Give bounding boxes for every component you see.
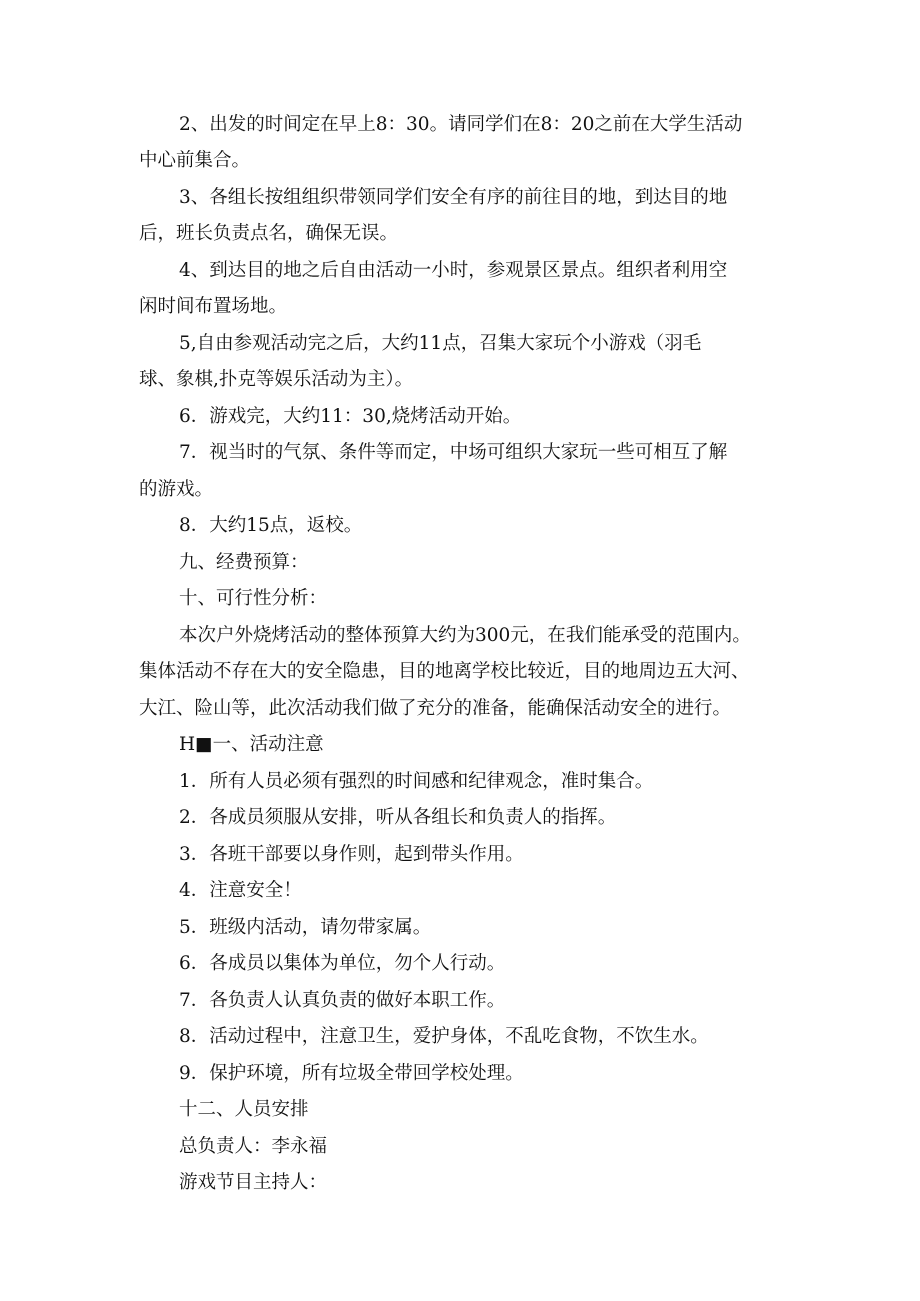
paragraph-line: 闲时间布置场地。 [139,296,288,317]
paragraph-line: 2、出发的时间定在早上8：30。请同学们在8：20之前在大学生活动 [179,114,743,135]
section-heading: 十、可行性分析： [179,588,328,609]
list-item: 4．注意安全！ [179,880,302,901]
paragraph-line: 本次户外烧烤活动的整体预算大约为300元，在我们能承受的范围内。 [179,625,751,646]
list-item: 1．所有人员必须有强烈的时间感和纪律观念，准时集合。 [179,771,654,792]
paragraph-line: 8．大约15点，返校。 [179,515,363,536]
section-heading: 九、经费预算： [179,552,309,573]
paragraph-line: 球、象棋,扑克等娱乐活动为主）。 [139,369,414,390]
paragraph-line: 3、各组长按组组织带领同学们安全有序的前往目的地，到达目的地 [179,187,728,208]
paragraph-line: 总负责人：李永福 [179,1136,328,1157]
list-item: 2．各成员须服从安排，听从各组长和负责人的指挥。 [179,807,617,828]
list-item: 6．各成员以集体为单位，勿个人行动。 [179,953,506,974]
paragraph-line: 后，班长负责点名，确保无误。 [139,223,399,244]
paragraph-line: 游戏节目主持人： [179,1172,328,1193]
list-item: 8．活动过程中，注意卫生，爱护身体，不乱吃食物，不饮生水。 [179,1026,709,1047]
section-heading: 十二、人员安排 [179,1099,309,1120]
paragraph-line: 4、到达目的地之后自由活动一小时，参观景区景点。组织者利用空 [179,260,728,281]
list-item: 9．保护环境，所有垃圾全带回学校处理。 [179,1063,524,1084]
paragraph-line: 7．视当时的气氛、条件等而定，中场可组织大家玩一些可相互了解 [179,442,728,463]
list-item: 7．各负责人认真负责的做好本职工作。 [179,990,506,1011]
list-item: 5．班级内活动，请勿带家属。 [179,917,432,938]
paragraph-line: 中心前集合。 [139,150,251,171]
paragraph-line: 的游戏。 [139,479,214,500]
paragraph-line: 集体活动不存在大的安全隐患，目的地离学校比较近，目的地周边五大河、 [139,661,750,682]
section-heading: H■一、活动注意 [179,734,324,755]
paragraph-line: 6．游戏完，大约11：30,烧烤活动开始。 [179,406,522,427]
paragraph-line: 5,自由参观活动完之后，大约11点，召集大家玩个小游戏（羽毛 [179,333,702,354]
paragraph-line: 大江、险山等，此次活动我们做了充分的准备，能确保活动安全的进行。 [139,698,732,719]
list-item: 3．各班干部要以身作则，起到带头作用。 [179,844,524,865]
